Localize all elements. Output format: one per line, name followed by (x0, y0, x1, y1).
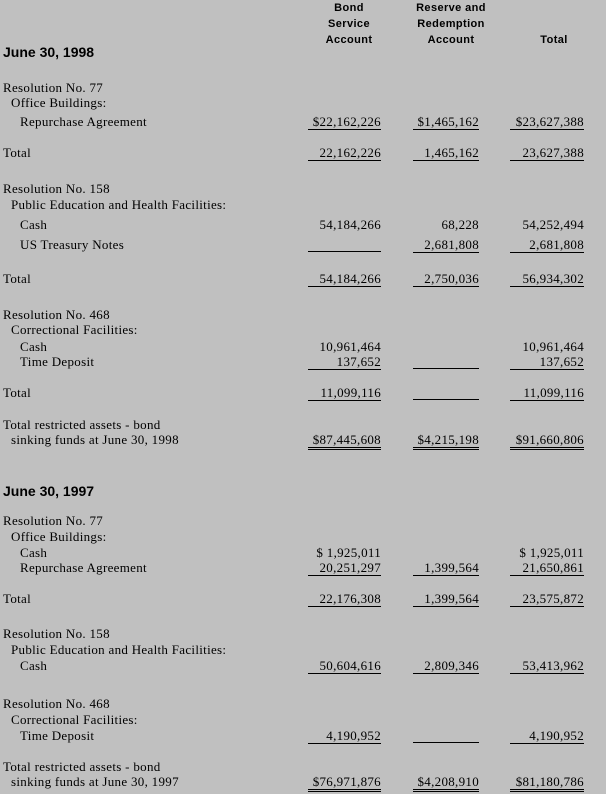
res77-repo-label-1997: Repurchase Agreement (20, 560, 147, 575)
res77-total-label-1998: Total (3, 145, 32, 160)
grand-reserve-1997: $4,208,910 (413, 774, 479, 792)
grand-label2-1997: sinking funds at June 30, 1997 (11, 774, 179, 789)
grand-reserve-1998: $4,215,198 (413, 432, 479, 450)
res468-sub-1998: Correctional Facilities: (11, 322, 138, 337)
res468-total-label-1998: Total (3, 385, 32, 400)
res158-notes-bond-1998 (308, 237, 381, 252)
res77-cash-total-1997: $ 1,925,011 (519, 545, 584, 560)
section-date-1997: June 30, 1997 (3, 483, 95, 499)
res468-td-bond-1997: 4,190,952 (308, 728, 381, 744)
grand-bond-1998: $87,445,608 (308, 432, 381, 450)
res77-total-reserve-1997: 1,399,564 (413, 591, 479, 607)
res77-repo-reserve-1998: $1,465,162 (413, 114, 479, 130)
res77-sub-1997: Office Buildings: (11, 529, 107, 544)
res158-sub-1997: Public Education and Health Facilities: (11, 642, 227, 657)
res158-cash-total-1997: 53,413,962 (510, 658, 584, 674)
res158-cash-reserve-1997: 2,809,346 (413, 658, 479, 674)
res158-title-1998: Resolution No. 158 (3, 181, 110, 196)
header-bond-service-account (318, 0, 380, 48)
res77-repo-label-1998: Repurchase Agreement (20, 114, 147, 129)
header-bond-line1: Bond (334, 2, 364, 14)
res158-cash-bond-1998: 54,184,266 (319, 217, 381, 232)
res468-cash-bond-1998: 10,961,464 (319, 339, 381, 354)
grand-total-1997: $81,180,786 (510, 774, 584, 792)
header-reserve-line1: Reserve and (416, 2, 486, 14)
grand-label1-1998: Total restricted assets - bond (3, 417, 161, 432)
res468-td-reserve-1997 (413, 728, 479, 743)
res77-cash-bond-1997: $ 1,925,011 (316, 545, 381, 560)
res468-td-label-1998: Time Deposit (20, 354, 95, 369)
res77-title-1998: Resolution No. 77 (3, 80, 104, 95)
res158-total-total-1998: 56,934,302 (510, 271, 584, 287)
header-reserve-redemption-account (410, 0, 492, 48)
res158-total-reserve-1998: 2,750,036 (413, 271, 479, 287)
res158-cash-reserve-1998: 68,228 (441, 217, 479, 232)
res468-total-reserve-1998 (413, 385, 479, 400)
res158-title-1997: Resolution No. 158 (3, 626, 110, 641)
res468-title-1998: Resolution No. 468 (3, 307, 110, 322)
res77-repo-bond-1998: $22,162,226 (308, 114, 381, 130)
res77-total-bond-1998: 22,162,226 (308, 145, 381, 161)
res158-notes-label-1998: US Treasury Notes (20, 237, 125, 252)
header-bond-line2: Service (328, 18, 370, 30)
res77-total-reserve-1998: 1,465,162 (413, 145, 479, 161)
res77-repo-total-1998: $23,627,388 (510, 114, 584, 130)
res468-td-label-1997: Time Deposit (20, 728, 95, 743)
res77-total-total-1997: 23,575,872 (510, 591, 584, 607)
res158-notes-total-1998: 2,681,808 (510, 237, 584, 253)
header-total: Total (540, 34, 568, 46)
res158-cash-label-1998: Cash (20, 217, 48, 232)
res77-cash-label-1997: Cash (20, 545, 48, 560)
res158-cash-label-1997: Cash (20, 658, 48, 673)
grand-bond-1997: $76,971,876 (308, 774, 381, 792)
grand-label2-1998: sinking funds at June 30, 1998 (11, 432, 179, 447)
res468-title-1997: Resolution No. 468 (3, 696, 110, 711)
res468-td-bond-1998: 137,652 (308, 354, 381, 370)
res158-total-bond-1998: 54,184,266 (308, 271, 381, 287)
res77-sub-1998: Office Buildings: (11, 95, 107, 110)
grand-label1-1997: Total restricted assets - bond (3, 759, 161, 774)
res77-repo-reserve-1997: 1,399,564 (413, 560, 479, 576)
res77-repo-total-1997: 21,650,861 (510, 560, 584, 576)
res77-total-total-1998: 23,627,388 (510, 145, 584, 161)
res468-td-reserve-1998 (413, 354, 479, 369)
header-bond-line3: Account (325, 34, 373, 46)
res77-total-label-1997: Total (3, 591, 32, 606)
res468-total-total-1998: 11,099,116 (510, 385, 584, 401)
section-date-1998: June 30, 1998 (3, 44, 95, 60)
header-reserve-line3: Account (427, 34, 475, 46)
res158-notes-reserve-1998: 2,681,808 (413, 237, 479, 253)
res158-cash-bond-1997: 50,604,616 (308, 658, 381, 674)
res158-total-label-1998: Total (3, 271, 32, 286)
res77-total-bond-1997: 22,176,308 (308, 591, 381, 607)
grand-total-1998: $91,660,806 (510, 432, 584, 450)
res468-td-total-1997: 4,190,952 (510, 728, 584, 744)
res468-td-total-1998: 137,652 (510, 354, 584, 370)
res468-total-bond-1998: 11,099,116 (308, 385, 381, 401)
res77-title-1997: Resolution No. 77 (3, 513, 104, 528)
res468-cash-total-1998: 10,961,464 (522, 339, 584, 354)
res468-cash-label-1998: Cash (20, 339, 48, 354)
res158-sub-1998: Public Education and Health Facilities: (11, 197, 227, 212)
res158-cash-total-1998: 54,252,494 (522, 217, 584, 232)
res77-repo-bond-1997: 20,251,297 (308, 560, 381, 576)
header-reserve-line2: Redemption (417, 18, 485, 30)
res468-sub-1997: Correctional Facilities: (11, 712, 138, 727)
